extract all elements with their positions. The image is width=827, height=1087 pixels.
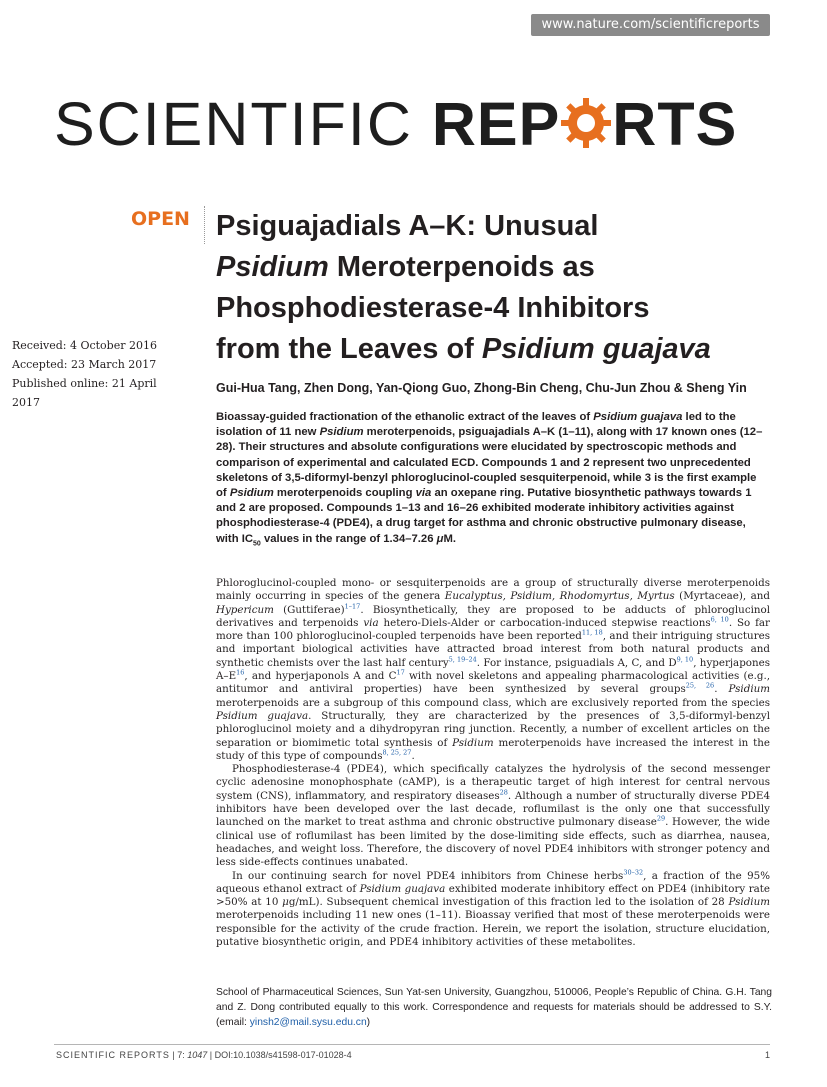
masthead-rts: RTS [612, 90, 738, 158]
accepted-date: Accepted: 23 March 2017 [12, 358, 157, 371]
author-list: Gui-Hua Tang, Zhen Dong, Yan-Qiong Guo, Zhong-Bin Cheng, Chu-Jun Zhou & Sheng Yin [216, 381, 747, 395]
abstract: Bioassay-guided fractionation of the ethanolic extract of the leaves of Psidium guajava led to the isolation of 11 new Psidium meroterpenoids, psiguajadials A–K (1–11), along with 17 known ones (12–28). Their structures and absolute configurations were elucidated by spectroscopic methods and comparison of experimental and calculated ECD. Compounds 1 and 2 represent two unprecedented skeletons of 3,5-diformyl-benzyl phloroglucinol-coupled sesquiterpenoid, while 3 is the first example of Psidium meroterpenoids coupling via an oxepane ring. Putative biosynthetic pathways towards 1 and 2 are proposed. Compounds 1–13 and 16–26 exhibited moderate inhibitory activities against phosphodiesterase-4 (PDE4), a drug target for asthma and chronic obstructive pulmonary disease, with $IC_{50}$ values in the range of 1.34–7.26 μM. [216, 411, 763, 547]
footer-volume: 1047 [187, 1050, 208, 1060]
citation[interactable]: 9, 10 [676, 655, 694, 664]
citation[interactable]: 29 [656, 814, 666, 823]
affiliation-note: School of Pharmaceutical Sciences, Sun Yat-sen University, Guangzhou, 510006, People’s Republic of China. G.H. Tang and Z. Dong contributed equally to this work. Correspondence and requests for materials should be addressed to S.Y. (email: yinsh2@mail.sysu.edu.cn) [216, 987, 772, 1028]
paragraph-2: Phosphodiesterase-4 (PDE4), which specifically catalyzes the hydrolysis of the second messenger cyclic adenosine monophosphate (cAMP), is a therapeutic target of high interest for central nervous system (CNS), inflammatory, and respiratory diseases$^{28}$. Although a number of structurally diverse PDE4 inhibitors have been developed over the last decade, roflumilast is the only one that successfully launched on the market to treat asthma and chronic obstructive pulmonary disease$^{29}$. However, the wide clinical use of roflumilast has been limited by the dose-limiting side effects, such as diarrhea, nausea, headaches, and weight loss. Therefore, the discovery of novel PDE4 inhibitors with stronger potency and less side-effects continues unabated. [216, 763, 770, 869]
citation[interactable]: 17 [396, 668, 405, 677]
journal-masthead [54, 88, 770, 160]
title-line-4: from the Leaves of Psidium guajava [216, 333, 711, 365]
footer-doi[interactable]: | DOI:10.1038/s41598-017-01028-4 [207, 1050, 352, 1060]
footer-journal: SCIENTIFIC REPORTS [56, 1050, 170, 1060]
citation[interactable]: 1–17 [344, 602, 361, 611]
footer-divider [54, 1044, 770, 1045]
email-link[interactable]: yinsh2@mail.sysu.edu.cn [249, 1017, 367, 1028]
article-title [216, 206, 806, 370]
masthead-scientific: SCIENTIFIC [54, 90, 432, 158]
citation[interactable]: 16 [236, 668, 245, 677]
citation[interactable]: 11, 18 [581, 628, 603, 637]
title-line-3: Phosphodiesterase-4 Inhibitors [216, 292, 650, 324]
divider [204, 206, 205, 244]
citation[interactable]: 30–32 [623, 868, 644, 877]
article-body [216, 577, 770, 949]
masthead-rep: REP [431, 90, 561, 158]
paragraph-3: In our continuing search for novel PDE4 inhibitors from Chinese herbs$^{30-32}$, a fraction of the 95% aqueous ethanol extract of Psidium guajava exhibited moderate inhibitory effect on PDE4 (inhibitory rate >50% at 10 μg/mL). Subsequent chemical investigation of this fraction led to the isolation of 28 Psidium meroterpenoids including 11 new ones (1–11). Bioassay verified that most of these meroterpenoids were responsible for the activity of the crude fraction. Herein, we report the isolation, structure elucidation, putative biosynthetic origin, and PDE4 inhibitory activities of these metabolites. [216, 868, 770, 949]
page-number: 1 [764, 1050, 770, 1060]
title-line-2: Psidium Meroterpenoids as [216, 251, 595, 283]
title-line-1: Psiguajadials A–K: Unusual [216, 210, 599, 242]
open-access-label: OPEN [131, 208, 190, 230]
citation[interactable]: 6, 10 [710, 615, 729, 624]
citation[interactable]: 28 [499, 788, 508, 797]
received-date: Received: 4 October 2016 [12, 339, 157, 352]
citation[interactable]: 8, 25, 27 [382, 748, 412, 757]
citation[interactable]: 5, 19–24 [448, 655, 477, 664]
page-footer: SCIENTIFIC REPORTS | 7: 1047 | DOI:10.1038/s41598-017-01028-4 1 [56, 1050, 770, 1060]
paragraph-1: Phloroglucinol-coupled mono- or sesquiterpenoids are a group of structurally diverse meroterpenoids mainly occurring in species of the genera Eucalyptus, Psidium, Rhodomyrtus, Myrtus (Myrtaceae), and Hypericum (Guttiferae)$^{1-17}$. Biosynthetically, they are proposed to be adducts of phloroglucinol derivatives and terpenoids via hetero-Diels-Alder or carbocation-induced stepwise reactions$^{6, 10}$. So far more than 100 phloroglucinol-coupled terpenoids have been reported$^{11, 18}$, and their intriguing structures and important biological activities have attracted broad interest from both natural products and synthetic chemists over the last half century$^{5, 19-24}$. For instance, psiguadials A, C, and D$^{9, 10}$, hyperjapones $A-E^{16}$, and hyperjaponols A and $C^{17}$ with novel skeletons and appealing pharmacological activities (e.g., antitumor and antiviral properties) have been synthesized by several groups$^{25, 26}$. Psidium meroterpenoids are a subgroup of this compound class, which are exclusively reported from the species Psidium guajava. Structurally, they are characterized by the presences of 3,5-diformyl-benzyl phloroglucinol moiety and a dihydropyran ring junction. Recently, a number of excellent articles on the separation or biomimetic total synthesis of Psidium meroterpenoids have increased the interest in the study of this type of compounds$^{8, 25, 27}$. [216, 577, 771, 762]
gear-icon [560, 97, 612, 149]
journal-url[interactable]: www.nature.com/scientificreports [531, 14, 770, 36]
published-date: Published online: 21 April 2017 [12, 377, 157, 409]
article-dates [12, 336, 182, 412]
citation[interactable]: 25, 26 [685, 681, 715, 690]
